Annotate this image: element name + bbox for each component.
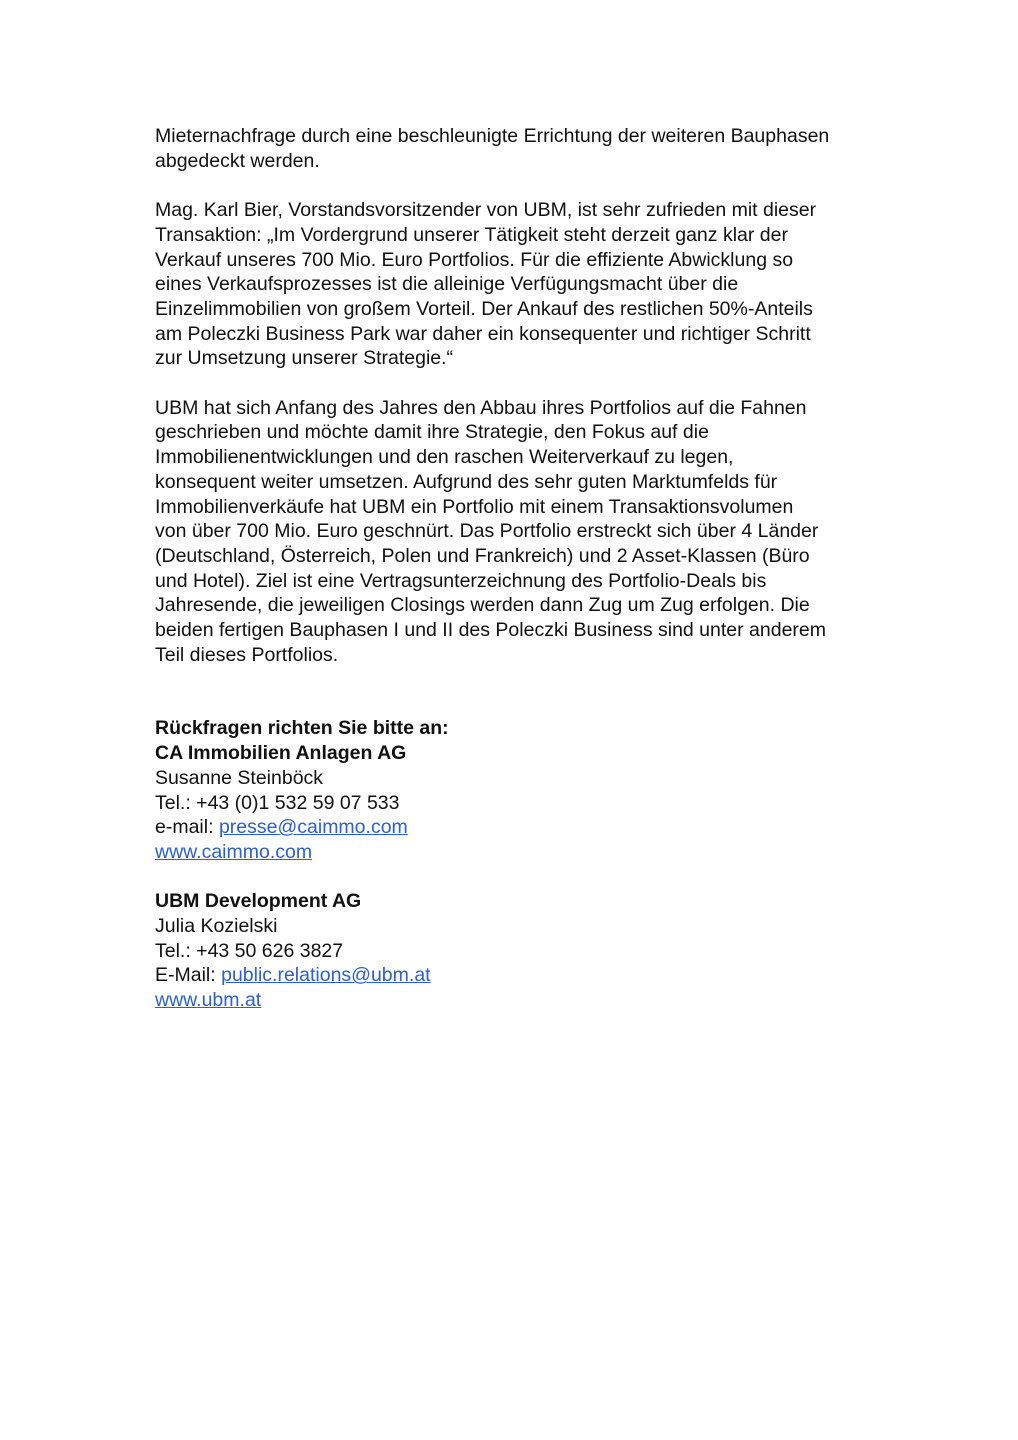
text-line: Immobilienentwicklungen und den raschen Weiterverkauf zu legen,	[155, 446, 734, 469]
text-line: und Hotel). Ziel ist eine Vertragsunterzeichnung des Portfolio-Deals bis	[155, 569, 767, 592]
text-line: (Deutschland, Österreich, Polen und Frankreich) und 2 Asset-Klassen (Büro	[155, 544, 810, 567]
contact-email-row	[155, 815, 885, 840]
website-link[interactable]: www.ubm.at	[155, 989, 262, 1012]
website-row	[155, 840, 885, 865]
text-line: Transaktion: „Im Vordergrund unserer Tätigkeit steht derzeit ganz klar der	[155, 223, 788, 246]
contact-block-ubm	[155, 889, 885, 1013]
text-line: Jahresende, die jeweiligen Closings werden dann Zug um Zug erfolgen. Die	[155, 594, 810, 617]
text-line: Mieternachfrage durch eine beschleunigte Errichtung der weiteren Bauphasen	[155, 125, 830, 147]
text-line: UBM hat sich Anfang des Jahres den Abbau ihres Portfolios auf die Fahnen	[155, 396, 807, 419]
paragraph-tenant-demand	[155, 124, 885, 173]
company-name: UBM Development AG	[155, 890, 362, 913]
paragraph-portfolio-strategy	[155, 396, 885, 668]
text-line: konsequent weiter umsetzen. Aufgrund des sehr guten Marktumfelds für	[155, 470, 778, 493]
text-line: Verkauf unseres 700 Mio. Euro Portfolios. Für die effiziente Abwicklung so	[155, 248, 794, 271]
contact-phone: Tel.: +43 50 626 3827	[155, 939, 344, 962]
text-line: zur Umsetzung unserer Strategie.“	[155, 347, 454, 370]
text-line: Immobilienverkäufe hat UBM ein Portfolio mit einem Transaktionsvolumen	[155, 495, 794, 518]
text-line: eines Verkaufsprozesses ist die alleinige Verfügungsmacht über die	[155, 273, 739, 296]
website-link[interactable]: www.caimmo.com	[155, 840, 313, 863]
paragraph-ceo-quote	[155, 198, 885, 371]
text-line: am Poleczki Business Park war daher ein konsequenter und richtiger Schritt	[155, 322, 811, 345]
contact-phone: Tel.: +43 (0)1 532 59 07 533	[155, 791, 400, 814]
text-line: geschrieben und möchte damit ihre Strategie, den Fokus auf die	[155, 421, 709, 444]
text-line: abgedeckt werden.	[155, 149, 320, 172]
contact-person: Susanne Steinböck	[155, 766, 324, 789]
contact-block-ca-immo	[155, 716, 885, 864]
text-line: beiden fertigen Bauphasen I und II des Poleczki Business sind unter anderem	[155, 619, 827, 642]
email-label: e-mail:	[155, 816, 219, 839]
text-line: Teil dieses Portfolios.	[155, 643, 339, 666]
document-page	[155, 124, 885, 1013]
contact-person: Julia Kozielski	[155, 915, 278, 938]
text-line: von über 700 Mio. Euro geschnürt. Das Portfolio erstreckt sich über 4 Länder	[155, 520, 819, 543]
text-line: Einzelimmobilien von großem Vorteil. Der Ankauf des restlichen 50%-Anteils	[155, 297, 813, 320]
contacts-heading: Rückfragen richten Sie bitte an:	[155, 717, 449, 740]
email-link[interactable]: public.relations@ubm.at	[221, 964, 431, 987]
email-label: E-Mail:	[155, 964, 222, 987]
company-name: CA Immobilien Anlagen AG	[155, 742, 407, 765]
text-line: Mag. Karl Bier, Vorstandsvorsitzender von UBM, ist sehr zufrieden mit dieser	[155, 199, 817, 222]
email-link[interactable]: presse@caimmo.com	[218, 816, 408, 839]
contact-email-row	[155, 963, 885, 988]
website-row	[155, 988, 885, 1013]
